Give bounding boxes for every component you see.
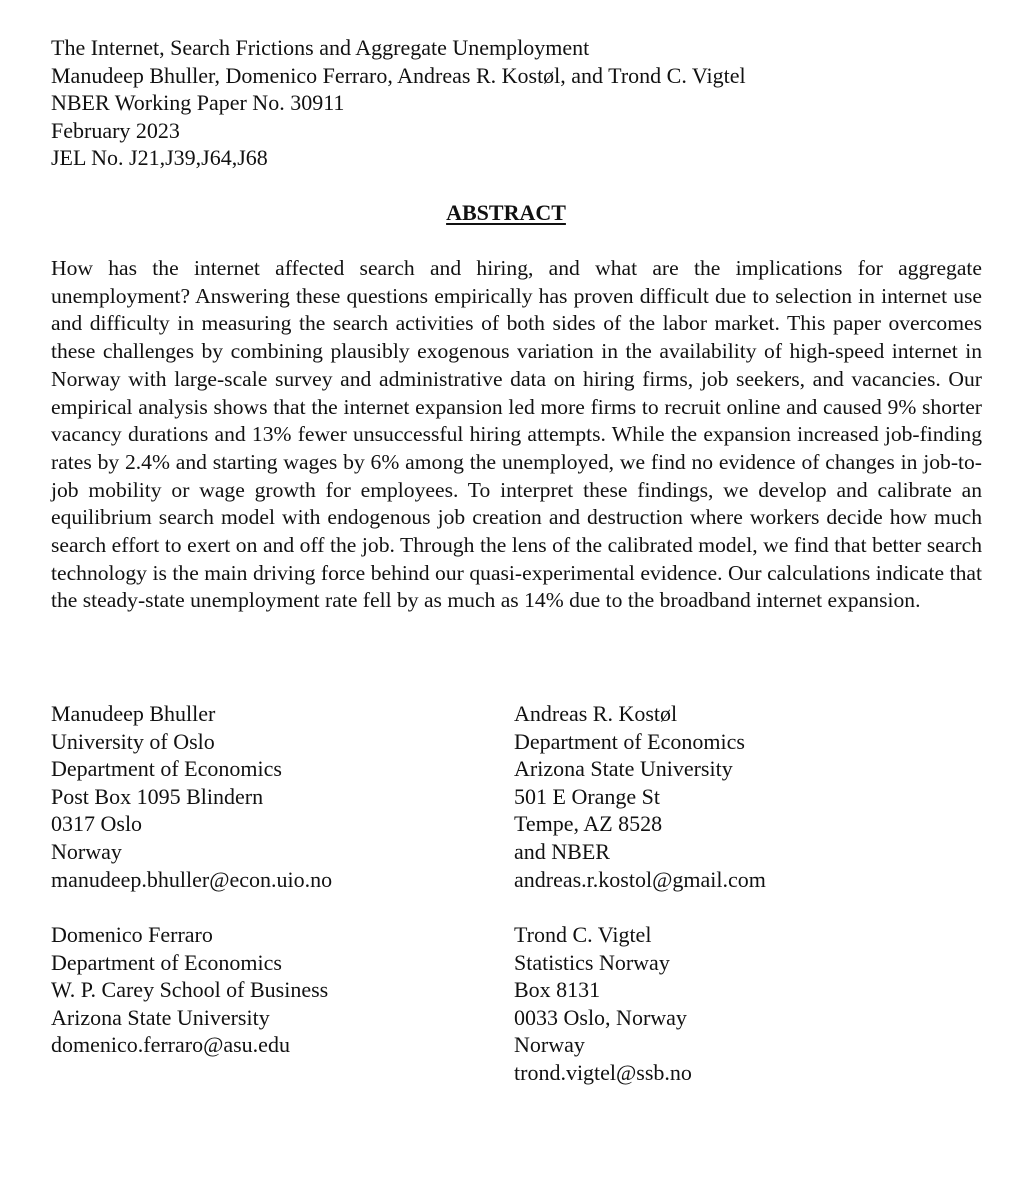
address-line: Tempe, AZ 8528 (514, 811, 663, 837)
address-email: manudeep.bhuller@econ.uio.no (51, 866, 333, 892)
address-line-name: Domenico Ferraro (51, 922, 213, 947)
author-address-vigtel (514, 921, 954, 1087)
address-line: University of Oslo (51, 728, 215, 754)
address-line-name: Trond C. Vigtel (514, 922, 652, 947)
address-email: domenico.ferraro@asu.edu (51, 1032, 290, 1058)
address-line: Box 8131 (514, 977, 601, 1003)
address-line: W. P. Carey School of Business (51, 977, 329, 1003)
address-line: Arizona State University (51, 1004, 270, 1030)
address-email: trond.vigtel@ssb.no (514, 1059, 692, 1085)
address-line: 0033 Oslo, Norway (514, 1004, 687, 1030)
address-line: Arizona State University (514, 756, 733, 782)
address-line-name: Manudeep Bhuller (51, 701, 216, 726)
address-line: Department of Economics (51, 756, 282, 782)
address-email: andreas.r.kostol@gmail.com (514, 866, 766, 892)
author-address-ferraro (51, 921, 491, 1059)
abstract-heading: ABSTRACT (446, 200, 566, 225)
working-paper-number: NBER Working Paper No. 30911 (51, 90, 345, 116)
author-list: Manudeep Bhuller, Domenico Ferraro, Andreas R. Kostøl, and Trond C. Vigtel (51, 62, 746, 88)
paper-title: The Internet, Search Frictions and Aggregate Unemployment (51, 35, 590, 60)
publication-date: February 2023 (51, 117, 180, 143)
address-line: Norway (514, 1032, 585, 1058)
address-line-name: Andreas R. Kostøl (514, 701, 678, 726)
address-line: 0317 Oslo (51, 811, 143, 837)
paper-header (51, 34, 971, 172)
jel-codes: JEL No. J21,J39,J64,J68 (51, 145, 268, 171)
address-line: Department of Economics (51, 949, 282, 975)
address-line: Norway (51, 838, 122, 864)
address-line: Post Box 1095 Blindern (51, 783, 264, 809)
author-address-bhuller (51, 700, 491, 893)
abstract-text: How has the internet affected search and hiring, and what are the implications for aggregate unemployment? Answering these questions empirically has proven difficult due to selection in internet use and difficulty in measuring the search activities of both sides of the labor market. This paper overcomes these challenges by combining plausibly exogenous variation in the availability of high-speed internet in Norway with large-scale survey and administrative data on hiring firms, job seekers, and vacancies. Our empirical analysis shows that the internet expansion led more firms to recruit online and caused 9% shorter vacancy durations and 13% fewer unsuccessful hiring attempts. While the expansion increased job-finding rates by 2.4% and starting wages by 6% among the unemployed, we find no evidence of changes in job-to-job mobility or wage growth for employees. To interpret these findings, we develop and calibrate an equilibrium search model with endogenous job creation and destruction where workers decide how much search effort to exert on and off the job. Through the lens of the calibrated model, we find that better search technology is the main driving force behind our quasi-experimental evidence. Our calculations indicate that the steady-state unemployment rate fell by as much as 14% due to the broadband internet expansion. (51, 256, 982, 613)
address-line: 501 E Orange St (514, 783, 661, 809)
address-line: Department of Economics (514, 728, 745, 754)
address-line: Statistics Norway (514, 949, 670, 975)
author-address-kostol (514, 700, 954, 893)
address-line: and NBER (514, 838, 610, 864)
